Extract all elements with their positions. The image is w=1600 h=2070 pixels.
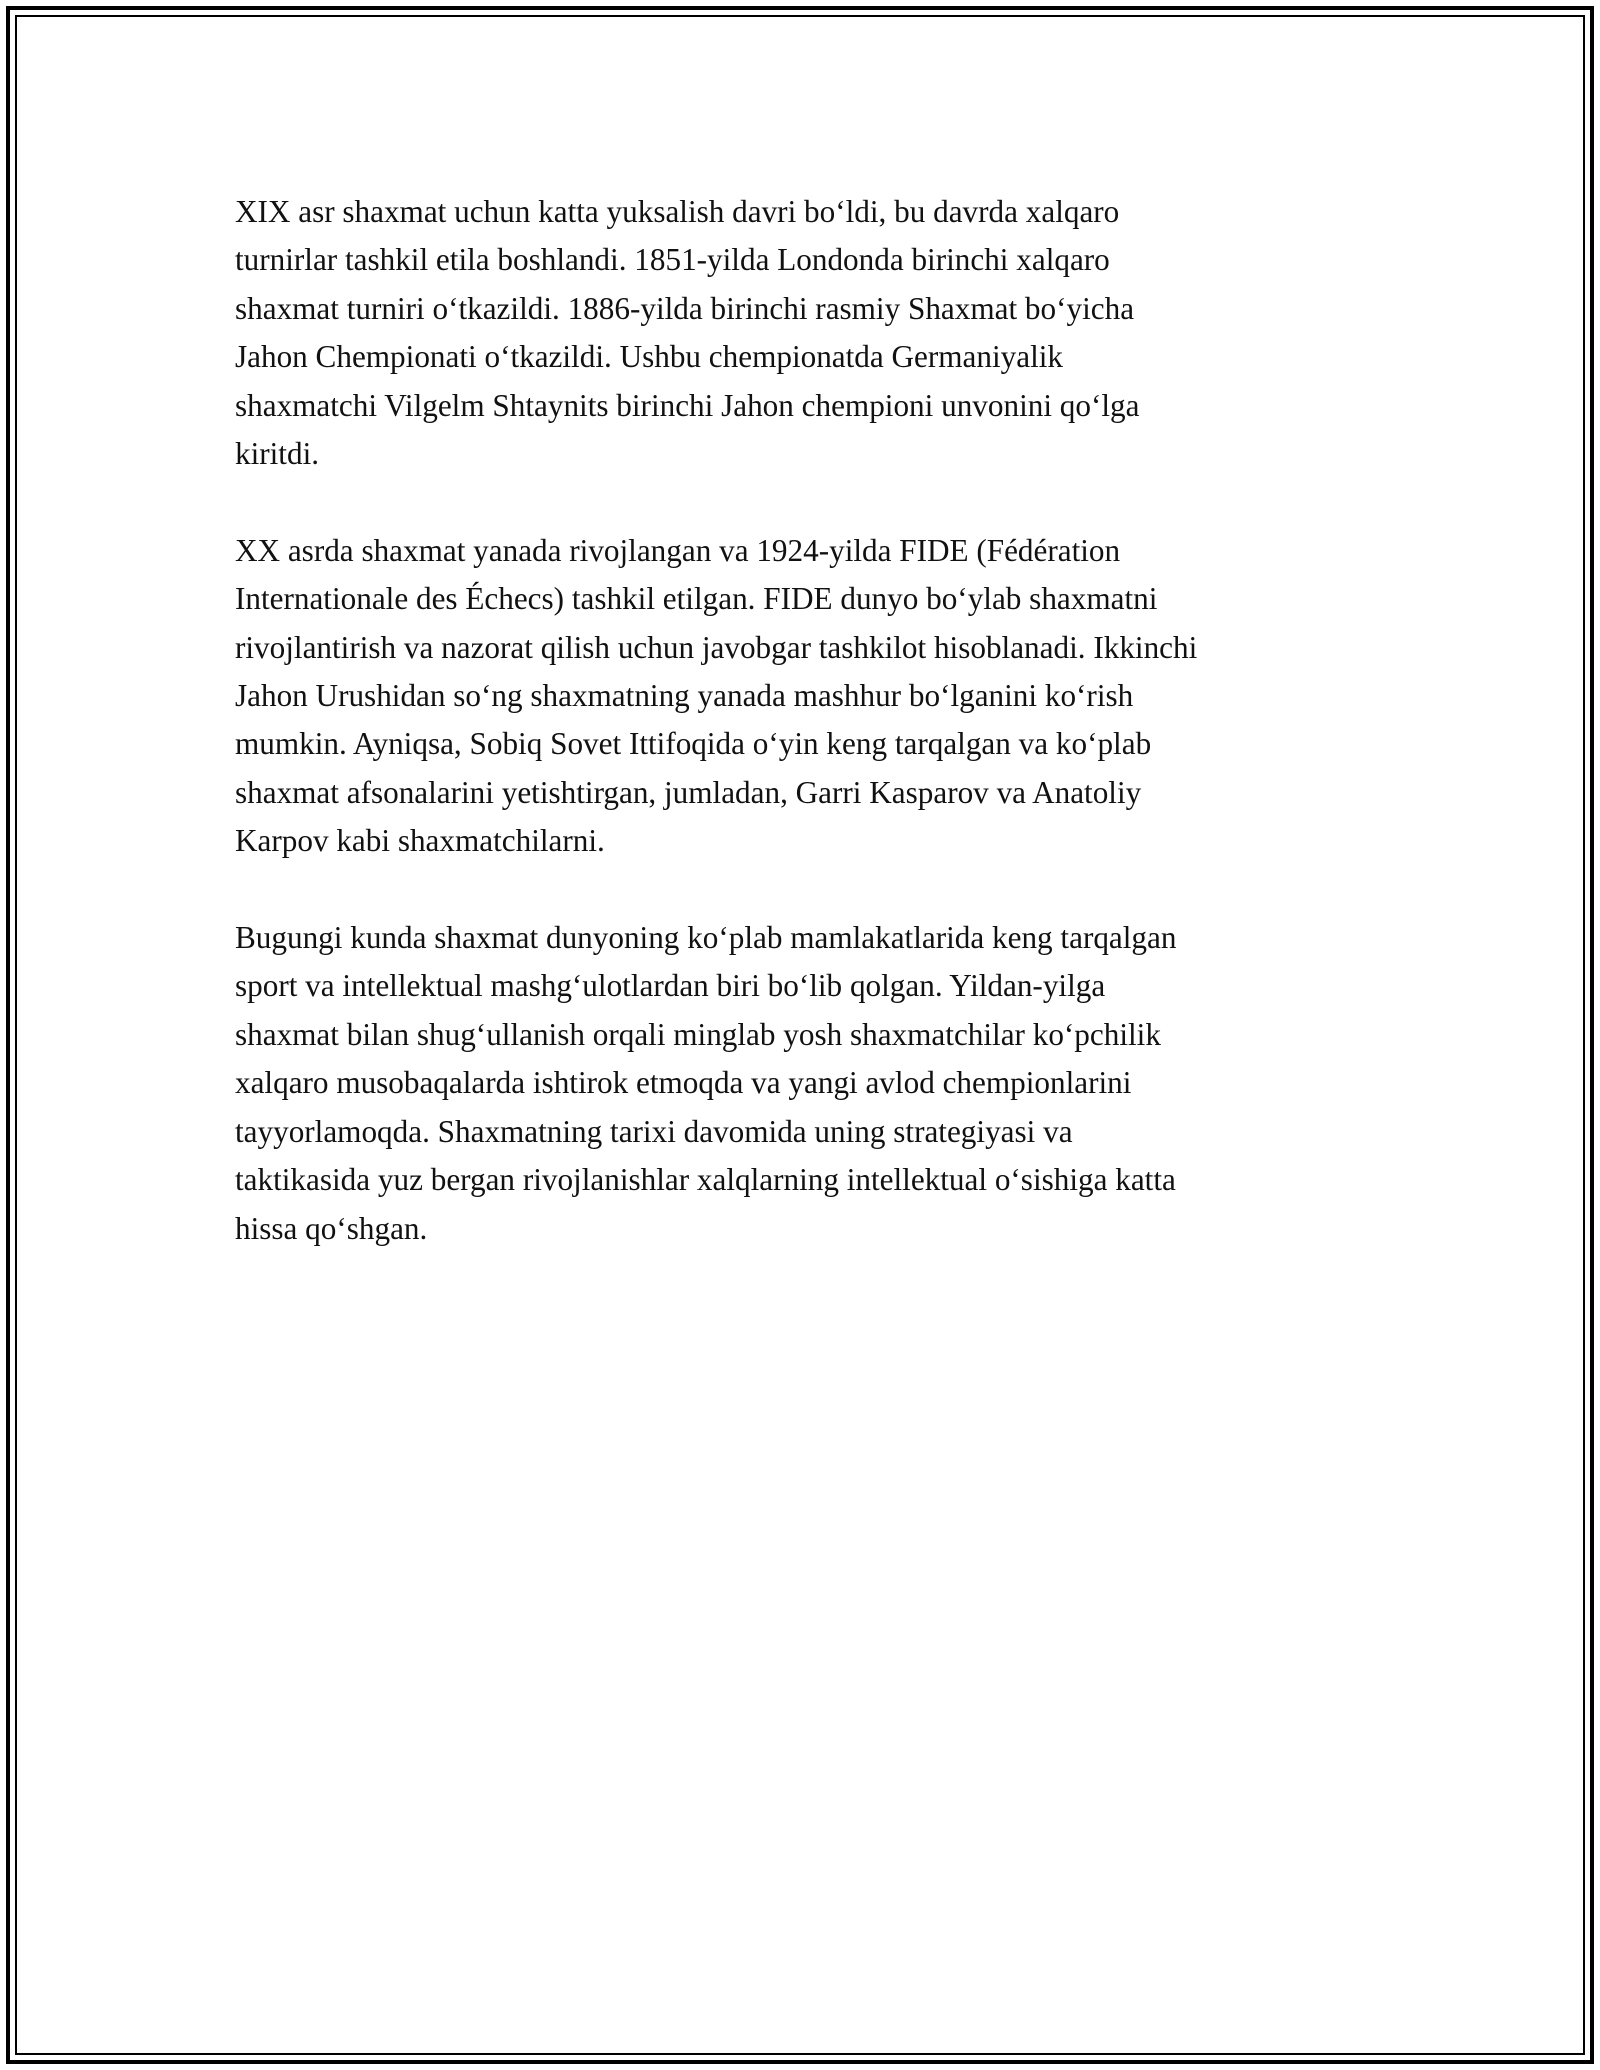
text-line: XIX asr shaxmat uchun katta yuksalish davri bo‘ldi, bu davrda xalqaro [235,194,1120,229]
text-line: Internationale des Échecs) tashkil etilgan. FIDE dunyo bo‘ylab shaxmatni [235,581,1158,617]
text-line: shaxmatchi Vilgelm Shtaynits birinchi Jahon chempioni unvonini qo‘lga [235,387,1140,423]
text-line: shaxmat afsonalarini yetishtirgan, jumladan, Garri Kasparov va Anatoliy [235,774,1142,810]
text-line: taktikasida yuz bergan rivojlanishlar xalqlarning intellektual o‘sishiga katta [235,1162,1176,1198]
text-line: Jahon Urushidan so‘ng shaxmatning yanada mashhur bo‘lganini ko‘rish [235,678,1134,714]
text-line: sport va intellektual mashg‘ulotlardan biri bo‘lib qolgan. Yildan-yilga [235,968,1106,1004]
text-line: Karpov kabi shaxmatchilarni. [235,823,605,859]
text-line: tayyorlamoqda. Shaxmatning tarixi davomida uning strategiyasi va [235,1113,1073,1149]
paragraph-1 [235,188,1385,478]
text-line: rivojlantirish va nazorat qilish uchun javobgar tashkilot hisoblanadi. Ikkinchi [235,629,1198,665]
text-line: XX asrda shaxmat yanada rivojlangan va 1924-yilda FIDE (Fédération [235,532,1121,568]
document-body [235,188,1385,1301]
text-line: hissa qo‘shgan. [235,1210,428,1246]
text-line: Bugungi kunda shaxmat dunyoning ko‘plab mamlakatlarida keng tarqalgan [235,920,1177,956]
text-line: turnirlar tashkil etila boshlandi. 1851-yilda Londonda birinchi xalqaro [235,242,1110,278]
text-line: xalqaro musobaqalarda ishtirok etmoqda va yangi avlod chempionlarini [235,1065,1132,1101]
text-line: mumkin. Ayniqsa, Sobiq Sovet Ittifoqida o‘yin keng tarqalgan va ko‘plab [235,726,1152,762]
text-line: shaxmat turniri o‘tkazildi. 1886-yilda birinchi rasmiy Shaxmat bo‘yicha [235,290,1135,326]
text-line: kiritdi. [235,436,320,472]
paragraph-3 [235,914,1385,1253]
paragraph-2 [235,527,1385,866]
text-line: shaxmat bilan shug‘ullanish orqali minglab yosh shaxmatchilar ko‘pchilik [235,1016,1161,1052]
text-line: Jahon Chempionati o‘tkazildi. Ushbu chempionatda Germaniyalik [235,339,1064,375]
